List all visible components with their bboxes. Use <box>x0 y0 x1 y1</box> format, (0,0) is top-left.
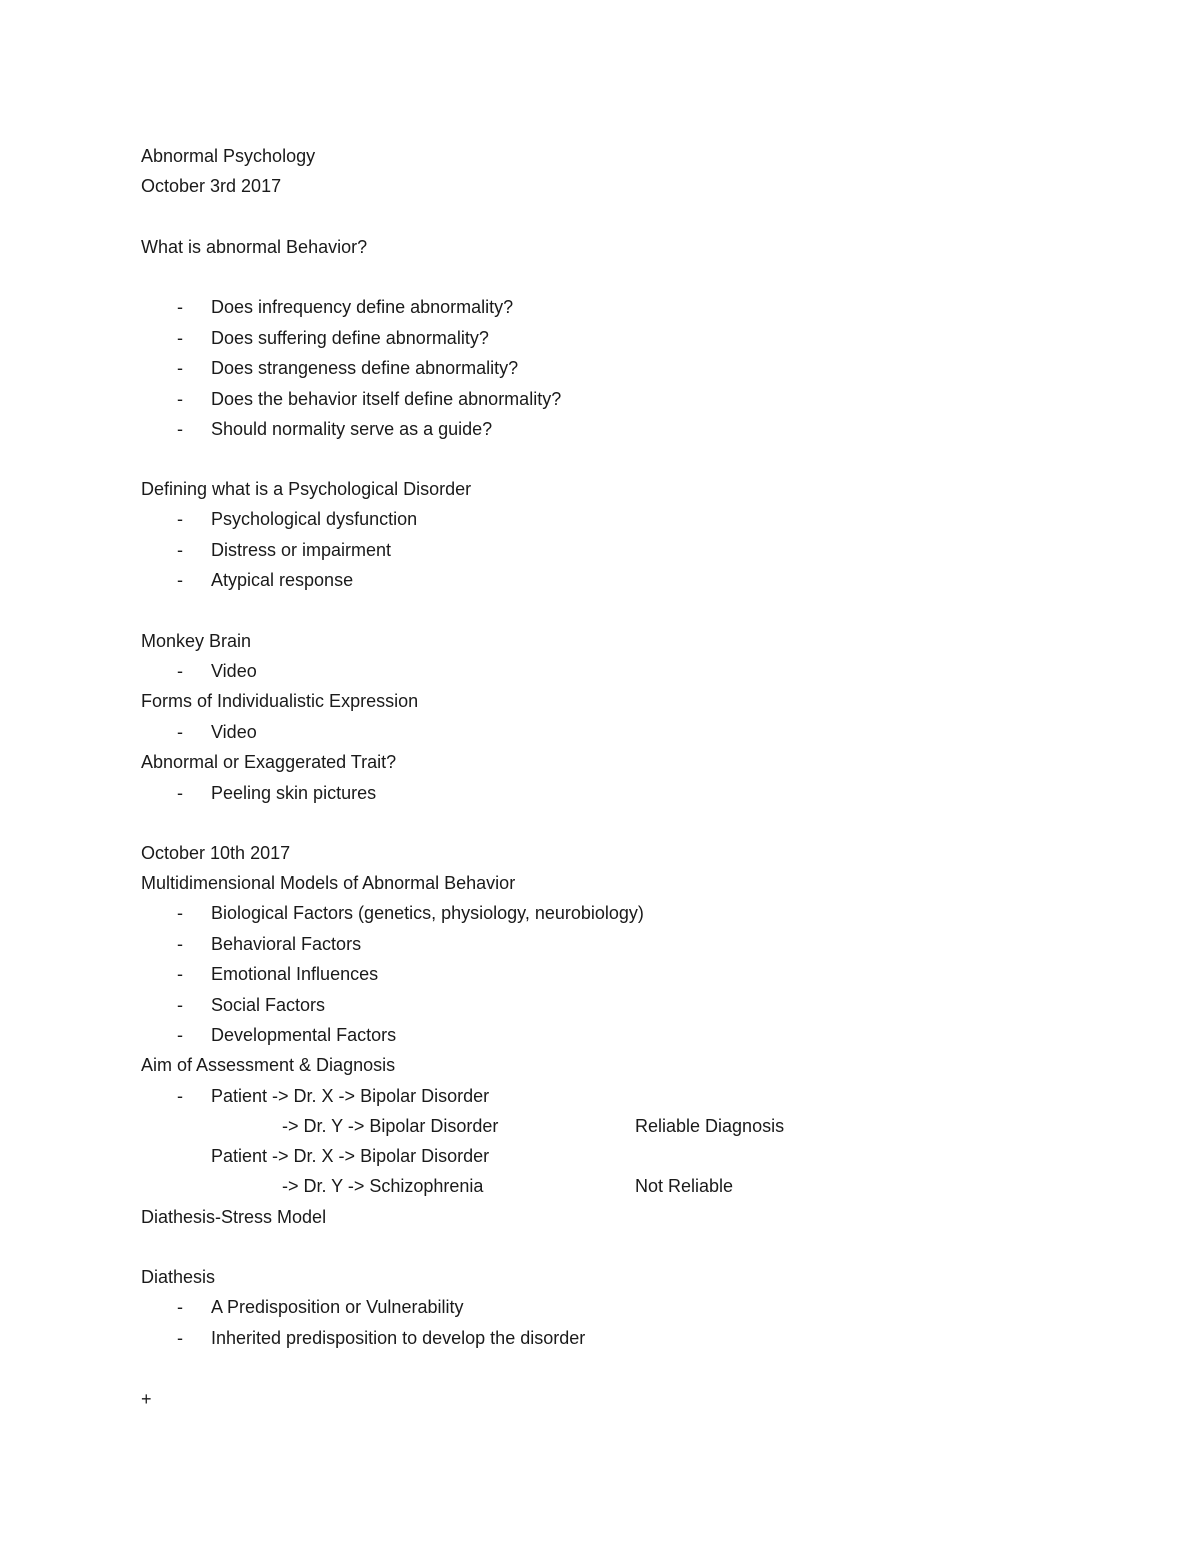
section-heading: Monkey Brain <box>141 631 252 651</box>
section-heading: Defining what is a Psychological Disorder <box>141 479 472 499</box>
list-item-text: Should normality serve as a guide? <box>211 419 493 439</box>
diagnosis-line: Patient -> Dr. X -> Bipolar Disorder <box>211 1146 490 1166</box>
dash-bullet: - <box>177 1297 183 1317</box>
diagnosis-label: Not Reliable <box>635 1176 734 1196</box>
date-heading: October 3rd 2017 <box>141 176 282 196</box>
list-item-text: Social Factors <box>211 995 326 1015</box>
list-item-text: Does infrequency define abnormality? <box>211 297 514 317</box>
dash-bullet: - <box>177 722 183 742</box>
dash-bullet: - <box>177 389 183 409</box>
dash-bullet: - <box>177 297 183 317</box>
section-heading: Abnormal or Exaggerated Trait? <box>141 752 397 772</box>
dash-bullet: - <box>177 328 183 348</box>
list-item-text: Behavioral Factors <box>211 934 362 954</box>
dash-bullet: - <box>177 419 183 439</box>
document-title: Abnormal Psychology <box>141 146 316 166</box>
section-heading: Diathesis-Stress Model <box>141 1207 327 1227</box>
dash-bullet: - <box>177 570 183 590</box>
list-item-text: Video <box>211 722 257 742</box>
dash-bullet: - <box>177 995 183 1015</box>
section-heading: Forms of Individualistic Expression <box>141 691 419 711</box>
list-item-text: A Predisposition or Vulnerability <box>211 1297 464 1317</box>
list-item-text: Does the behavior itself define abnormality? <box>211 389 562 409</box>
section-heading: Aim of Assessment & Diagnosis <box>141 1055 396 1075</box>
list-item-text: Inherited predisposition to develop the disorder <box>211 1328 586 1348</box>
list-item-text: Emotional Influences <box>211 964 379 984</box>
plus-marker: + <box>141 1389 152 1409</box>
list-item-text: Does strangeness define abnormality? <box>211 358 519 378</box>
dash-bullet: - <box>177 661 183 681</box>
list-item-text: Psychological dysfunction <box>211 509 418 529</box>
section-heading: Multidimensional Models of Abnormal Behavior <box>141 873 516 893</box>
dash-bullet: - <box>177 1086 183 1106</box>
dash-bullet: - <box>177 509 183 529</box>
list-item-text: Developmental Factors <box>211 1025 397 1045</box>
list-item-text: Distress or impairment <box>211 540 392 560</box>
diagnosis-line: -> Dr. Y -> Schizophrenia <box>282 1176 484 1196</box>
dash-bullet: - <box>177 540 183 560</box>
date-heading: October 10th 2017 <box>141 843 291 863</box>
dash-bullet: - <box>177 1328 183 1348</box>
list-item-text: Video <box>211 661 257 681</box>
list-item-text: Biological Factors (genetics, physiology, neurobiology) <box>211 903 644 923</box>
dash-bullet: - <box>177 1025 183 1045</box>
dash-bullet: - <box>177 964 183 984</box>
dash-bullet: - <box>177 783 183 803</box>
dash-bullet: - <box>177 358 183 378</box>
diagnosis-label: Reliable Diagnosis <box>635 1116 785 1136</box>
dash-bullet: - <box>177 903 183 923</box>
section-heading: What is abnormal Behavior? <box>141 237 368 257</box>
dash-bullet: - <box>177 934 183 954</box>
list-item-text: Patient -> Dr. X -> Bipolar Disorder <box>211 1086 490 1106</box>
section-heading: Diathesis <box>141 1267 216 1287</box>
list-item-text: Does suffering define abnormality? <box>211 328 489 348</box>
list-item-text: Atypical response <box>211 570 354 590</box>
diagnosis-line: -> Dr. Y -> Bipolar Disorder <box>282 1116 499 1136</box>
list-item-text: Peeling skin pictures <box>211 783 377 803</box>
